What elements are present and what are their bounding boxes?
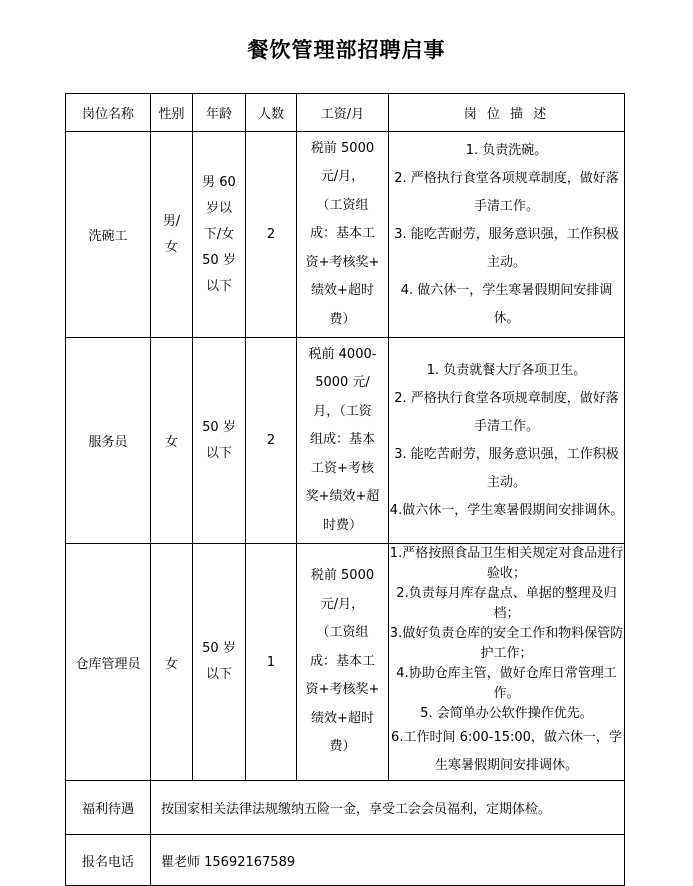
description-item: 4. 做六休一，学生寒暑假期间安排调休。 [400,282,613,326]
description-item: 4.做六休一，学生寒暑假期间安排调休。 [389,502,624,518]
table-row [66,338,625,544]
description-item: 2. 严格执行食堂各项规章制度，做好落手清工作。 [394,390,619,434]
job-description [389,338,625,544]
job-salary: 税前 5000 元/月， （工资组 成：基本工 资+考核奖+ 绩效+超时 费） [297,132,389,338]
job-position: 仓库管理员 [66,544,151,781]
description-item: 5. 会简单办公软件操作优先。 [420,706,593,721]
job-gender: 男/ 女 [151,132,193,338]
header-salary: 工资/月 [297,94,389,132]
table-header-row [66,94,625,132]
job-count: 2 [246,338,297,544]
page-title: 餐饮管理部招聘启事 [247,37,446,62]
header-position: 岗位名称 [66,94,151,132]
table-row [66,132,625,338]
job-age: 50 岁 以下 [193,338,246,544]
job-position: 洗碗工 [66,132,151,338]
description-item: 3. 能吃苦耐劳，服务意识强，工作积极主动。 [394,446,619,490]
job-gender: 女 [151,338,193,544]
recruitment-table [65,93,625,886]
table-row [66,544,625,781]
header-age: 年龄 [193,94,246,132]
benefits-text: 按国家相关法律法规缴纳五险一金，享受工会会员福利，定期体检。 [151,781,625,835]
job-description [389,544,625,781]
job-salary: 税前 4000- 5000 元/ 月，（工资 组成：基本 工资+考核 奖+绩效+超 时费） [297,338,389,544]
description-item: 2.负责每月库存盘点、单据的整理及归档； [396,586,617,621]
header-gender: 性别 [151,94,193,132]
benefits-label: 福利待遇 [66,781,151,835]
description-item: 1. 负责就餐大厅各项卫生。 [426,362,587,378]
job-salary: 税前 5000 元/月， （工资组 成：基本工 资+考核奖+ 绩效+超时 费） [297,544,389,781]
description-item: 6.工作时间 6:00-15:00，做六休一，学生寒暑假期间安排调休。 [391,730,622,773]
description-item: 4.协助仓库主管，做好仓库日常管理工作。 [396,666,617,701]
contact-label: 报名电话 [66,835,151,886]
description-item: 2. 严格执行食堂各项规章制度，做好落手清工作。 [394,170,619,214]
benefits-row [66,781,625,835]
contact-row [66,835,625,886]
job-age: 50 岁 以下 [193,544,246,781]
job-count: 2 [246,132,297,338]
job-position: 服务员 [66,338,151,544]
description-item: 3.做好负责仓库的安全工作和物料保管防护工作； [389,626,624,661]
job-count: 1 [246,544,297,781]
job-gender: 女 [151,544,193,781]
description-item: 1.严格按照食品卫生相关规定对食品进行验收； [389,546,624,581]
contact-text: 瞿老师 15692167589 [151,835,625,886]
header-count: 人数 [246,94,297,132]
description-item: 3. 能吃苦耐劳，服务意识强，工作积极主动。 [394,226,619,270]
description-item: 1. 负责洗碗。 [465,142,548,158]
job-description [389,132,625,338]
header-description: 岗 位 描 述 [389,94,625,132]
job-age: 男 60 岁以 下/女 50 岁 以下 [193,132,246,338]
